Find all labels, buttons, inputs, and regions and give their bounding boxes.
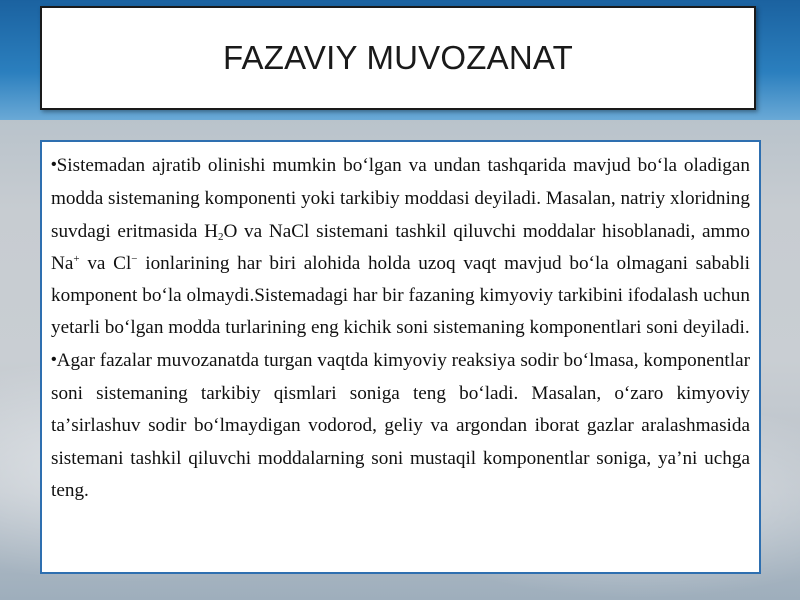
slide-title: FAZAVIY MUVOZANAT [223, 39, 573, 76]
superscript: − [131, 252, 138, 265]
subscript: 2 [217, 230, 224, 243]
paragraph-text: O va NaCl sistemani tashkil qiluvchi moddalar hisoblanadi, ammo Na [51, 220, 750, 274]
paragraph-text: Sistemadan ajratib olinishi mumkin boʻlgan va undan tashqarida mavjud boʻla oladigan modda sistemaning komponenti yoki tarkibiy moddasi deyiladi. Masalan, natriy xloridning suvdagi eritmasida H [51, 155, 750, 242]
paragraph-text: ionlarining har biri alohida holda uzoq vaqt mavjud boʻla olmagani sababli komponent boʻla olmaydi.Sistemadagi har bir fazaning kimyoviy tarkibini ifodalash uchun yetarli boʻlgan modda turlarining eng kichik soni sistemaning komponentlari soni deyiladi. [51, 252, 750, 339]
bullet-icon: • [51, 156, 57, 173]
bullet-icon: • [51, 350, 57, 368]
title-box [40, 6, 756, 110]
paragraph-components [51, 150, 750, 345]
paragraph-text: Agar fazalar muvozanatda turgan vaqtda kimyoviy reaksiya sodir boʻlmasa, komponentlar soni sistemaning tarkibiy qismlari soniga teng boʻladi. Masalan, oʻzaro kimyoviy taʼsirlashuv sodir boʻlmaydigan vodorod, geliy va argondan iborat gazlar aralashmasida sistemani tashkil qiluvchi moddalarning soni mustaqil komponentlar soniga, yaʼni uchga teng. [51, 349, 750, 501]
paragraph-reaction [51, 345, 750, 507]
superscript: + [73, 252, 80, 265]
paragraph-text: va Cl [79, 252, 132, 274]
content-box [40, 140, 761, 574]
